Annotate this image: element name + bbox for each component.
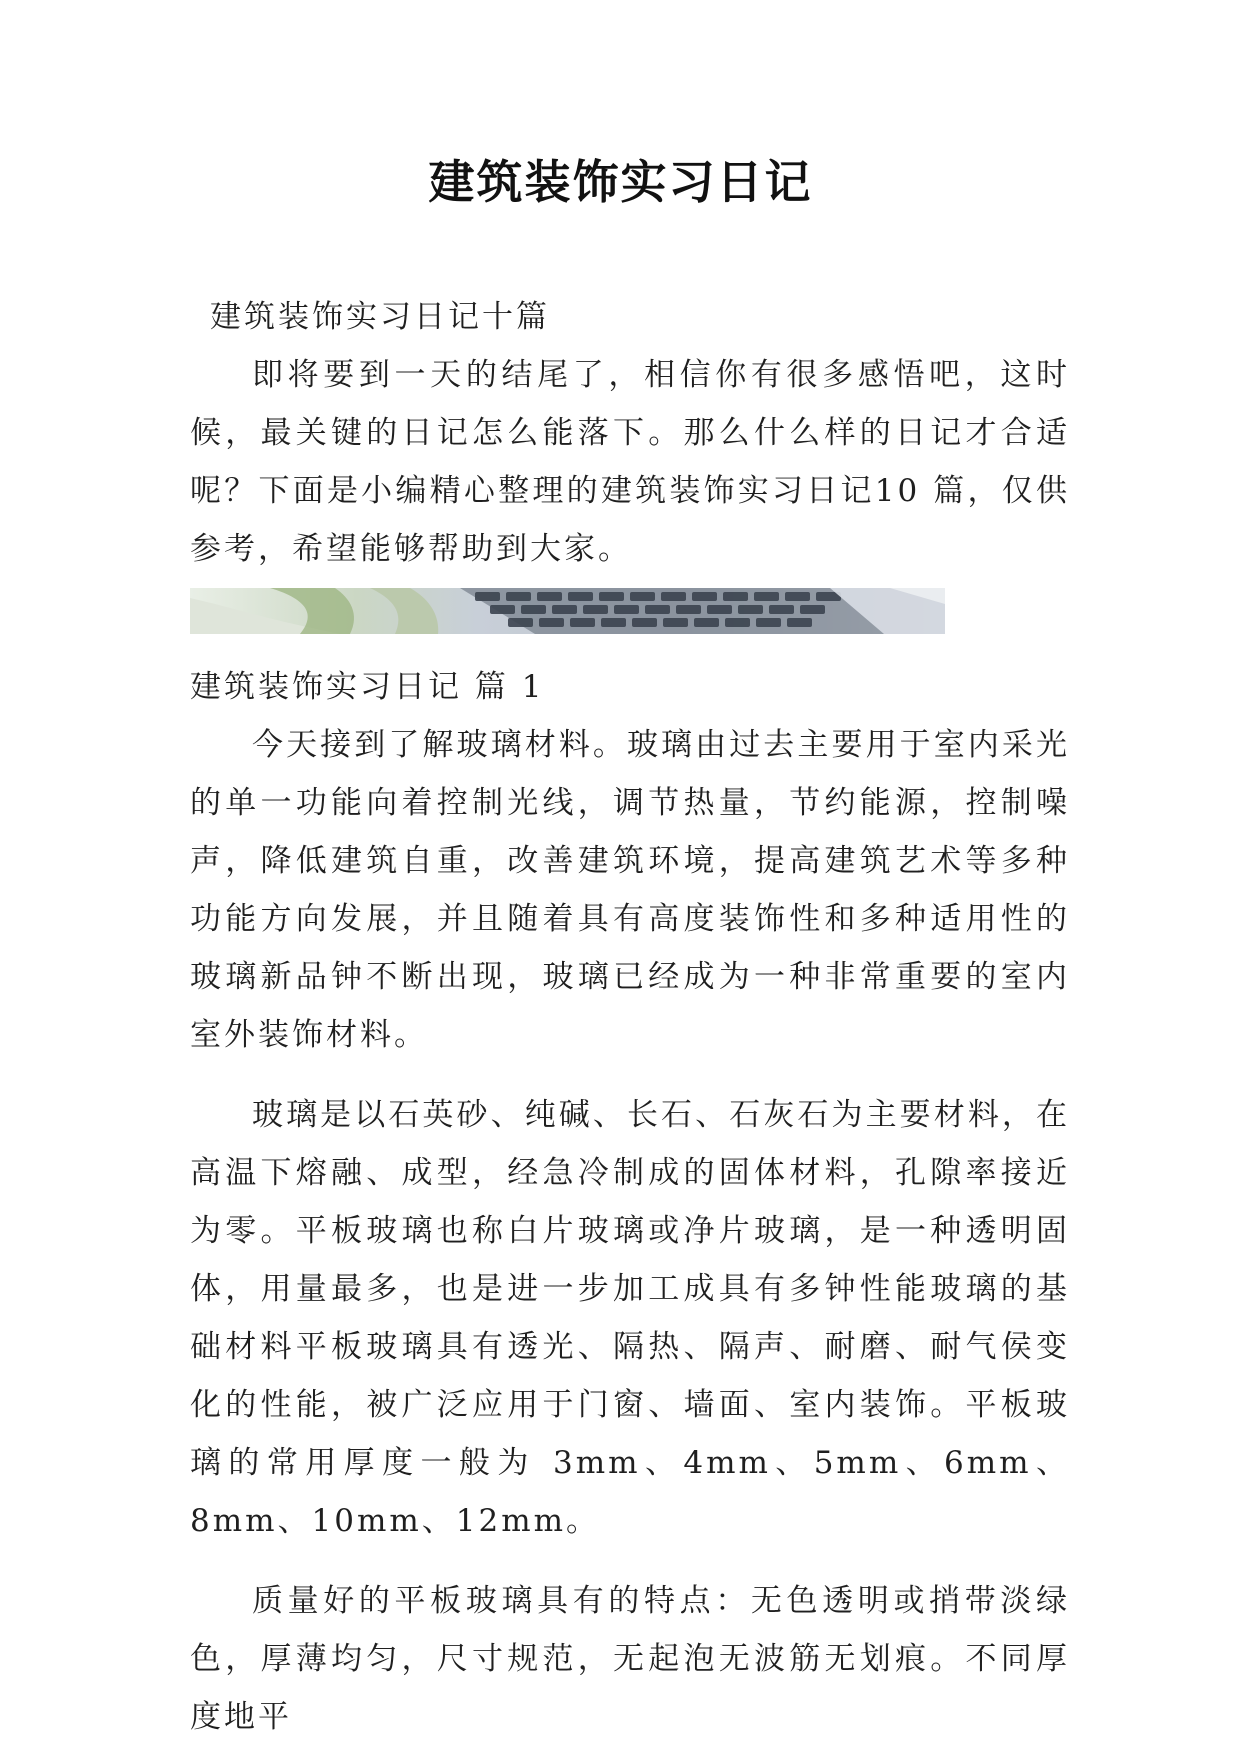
intro-paragraph: 即将要到一天的结尾了，相信你有很多感悟吧，这时候，最关键的日记怎么能落下。那么什么样的日记才合适呢？下面是小编精心整理的建筑装饰实习日记10 篇，仅供参考，希望能够帮助到大家。 xyxy=(190,357,1070,567)
laptop-keyboard-image xyxy=(190,588,945,634)
section-paragraph-3: 质量好的平板玻璃具有的特点：无色透明或捎带淡绿色，厚薄均匀，尺寸规范，无起泡无波筋无划痕。不同厚度地平 xyxy=(190,1583,1070,1735)
document-title: 建筑装饰实习日记 xyxy=(428,155,813,209)
section-paragraph-1: 今天接到了解玻璃材料。玻璃由过去主要用于室内采光的单一功能向着控制光线，调节热量，节约能源，控制噪声，降低建筑自重，改善建筑环境，提高建筑艺术等多种功能方向发展，并且随着具有高度装饰性和多种适用性的玻璃新品钟不断出现，玻璃已经成为一种非常重要的室内室外装饰材料。 xyxy=(190,727,1070,1053)
keyboard-photo-icon xyxy=(190,588,945,634)
section-heading: 建筑装饰实习日记 篇 1 xyxy=(190,669,545,705)
document-content xyxy=(190,288,1070,1746)
document-subtitle: 建筑装饰实习日记十篇 xyxy=(210,299,550,335)
section-paragraph-2: 玻璃是以石英砂、纯碱、长石、石灰石为主要材料，在高温下熔融、成型，经急冷制成的固体材料，孔隙率接近为零。平板玻璃也称白片玻璃或净片玻璃，是一种透明固体，用量最多，也是进一步加工成具有多钟性能玻璃的基础材料平板玻璃具有透光、隔热、隔声、耐磨、耐气侯变化的性能，被广泛应用于门窗、墙面、室内装饰。平板玻璃的常用厚度一般为 3mm、4mm、5mm、6mm、8mm、10mm、12mm。 xyxy=(190,1097,1070,1539)
